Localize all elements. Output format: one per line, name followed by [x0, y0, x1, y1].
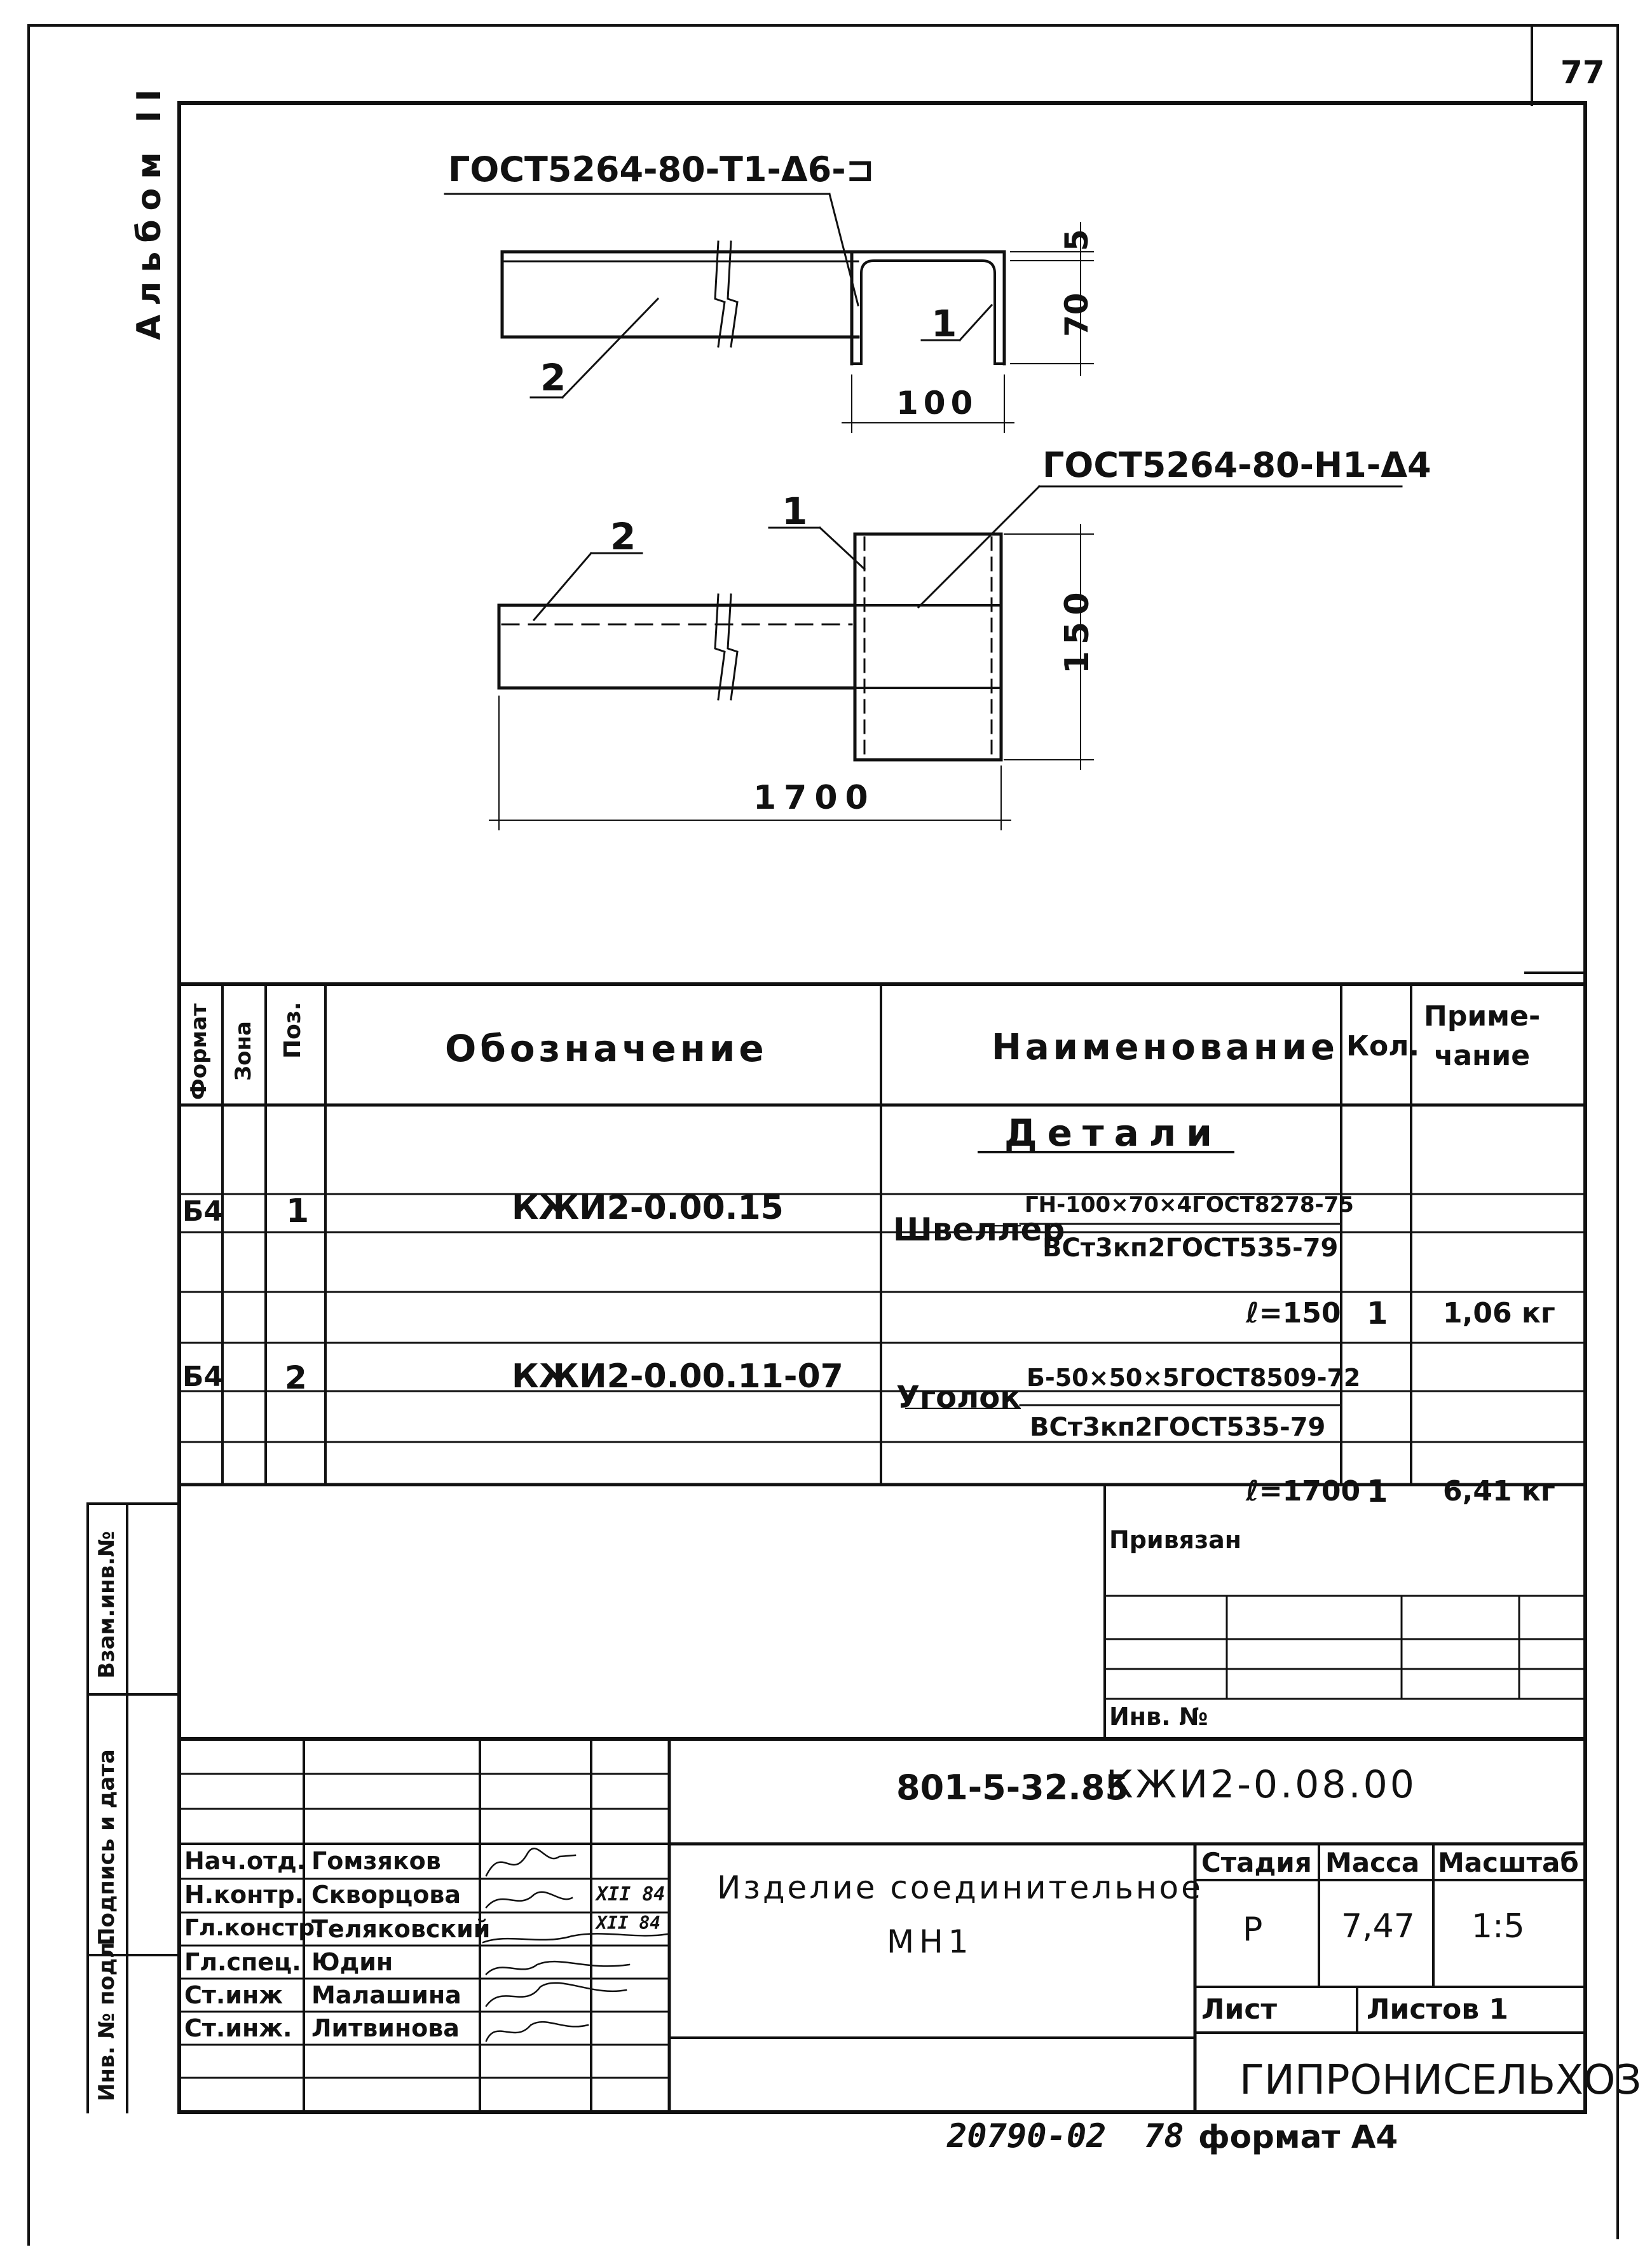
sheet-label: Лист — [1201, 1993, 1277, 2026]
row2-name-bottom: ВСт3кп2ГОСТ535-79 — [1030, 1413, 1326, 1442]
row1-qty: 1 — [1367, 1296, 1388, 1331]
row1-name-bottom: ВСт3кп2ГОСТ535-79 — [1042, 1233, 1339, 1263]
header-note: Приме- чание — [1424, 1000, 1541, 1072]
stage-value: Р — [1243, 1911, 1263, 1949]
signer-name: Литвинова — [311, 2014, 460, 2042]
callout-mid: ГОСТ5264-80-Н1-Δ4 — [1042, 445, 1431, 485]
doc-code-series: 801-5-32.85 — [896, 1768, 1129, 1808]
stage-label: Стадия — [1201, 1847, 1312, 1878]
scale-label: Масштаб — [1438, 1847, 1579, 1878]
signer-role: Гл.спец. — [184, 1948, 301, 1976]
sheets-label: Листов 1 — [1367, 1993, 1508, 2026]
header-format: Формат — [186, 1003, 212, 1100]
row2-pos: 2 — [285, 1359, 307, 1396]
row1-pos: 1 — [286, 1192, 310, 1230]
signer-name: Теляковский — [311, 1915, 491, 1943]
row2-designation: КЖИ2-0.00.11-07 — [512, 1357, 843, 1396]
mass-label: Масса — [1325, 1847, 1420, 1878]
signer-role: Ст.инж. — [184, 2014, 292, 2042]
side-stamp-signature-date: Подпись и дата — [94, 1749, 119, 1946]
pos-1-top-label: 1 — [931, 302, 957, 345]
row2-length: ℓ=1700 — [1246, 1475, 1361, 1507]
row2-qty: 1 — [1367, 1474, 1388, 1509]
row1-name-top: ГН-100×70×4ГОСТ8278-75 — [1025, 1192, 1354, 1218]
doc-code: КЖИ2-0.08.00 — [1106, 1762, 1417, 1807]
header-zone: Зона — [231, 1021, 256, 1081]
organization: ГИПРОНИСЕЛЬХОЗ — [1239, 2057, 1642, 2104]
footer-format: формат А4 — [1198, 2118, 1398, 2155]
row1-note: 1,06 кг — [1443, 1297, 1555, 1329]
signer-name: Малашина — [311, 1981, 461, 2009]
album-label: Альбом II — [130, 80, 168, 340]
signer-role: Н.контр. — [184, 1881, 304, 1909]
page-number: 77 — [1560, 54, 1605, 91]
dim-70: 70 — [1058, 292, 1095, 337]
signer-date: XII 84 — [596, 1883, 666, 1905]
pos-1-front-label: 1 — [782, 490, 808, 533]
signer-role: Ст.инж — [184, 1981, 283, 2009]
pos-2-top-label: 2 — [540, 356, 566, 399]
binding-inv-label: Инв. № — [1109, 1703, 1208, 1731]
signer-name: Гомзяков — [311, 1847, 441, 1875]
header-qty: Кол. — [1346, 1030, 1420, 1062]
dim-100: 100 — [896, 385, 978, 422]
row2-format: Б4 — [182, 1361, 224, 1393]
signer-date: XII 84 — [596, 1912, 661, 1933]
dim-5: 5 — [1058, 229, 1095, 251]
signer-name: Юдин — [311, 1948, 393, 1976]
pos-2-front-label: 2 — [610, 515, 636, 558]
binding-label: Привязан — [1109, 1526, 1242, 1554]
side-stamp-orig-inv: Инв. № подл. — [94, 1933, 119, 2101]
scale-value: 1:5 — [1471, 1907, 1525, 1946]
dim-150: 150 — [1058, 586, 1096, 674]
signer-role: Нач.отд. — [184, 1847, 306, 1875]
header-designation: Обозначение — [445, 1027, 768, 1070]
header-pos: Поз. — [280, 1001, 306, 1059]
header-name: Наименование — [992, 1027, 1339, 1068]
row2-name-prefix: Уголок — [896, 1380, 1021, 1415]
callout-top: ГОСТ5264-80-Т1-Δ6-⊐ — [448, 149, 875, 189]
row1-designation: КЖИ2-0.00.15 — [512, 1189, 784, 1227]
row2-name-top: Б-50×50×5ГОСТ8509-72 — [1027, 1364, 1361, 1392]
dim-1700: 1700 — [753, 779, 876, 817]
signer-role: Гл.констр. — [184, 1915, 324, 1941]
row1-length: ℓ=150 — [1246, 1297, 1341, 1329]
row1-name-prefix: Швеллер — [893, 1211, 1065, 1248]
signer-name: Скворцова — [311, 1881, 461, 1909]
row2-note: 6,41 кг — [1443, 1475, 1555, 1507]
title-line2: МН1 — [887, 1923, 974, 1960]
title-line1: Изделие соединительное — [717, 1869, 1203, 1906]
footer-page: 78 — [1144, 2117, 1184, 2155]
section-title: Детали — [1004, 1111, 1222, 1155]
side-stamp-replace-inv: Взам.инв.№ — [94, 1531, 119, 1679]
row1-format: Б4 — [182, 1195, 224, 1228]
mass-value: 7,47 — [1341, 1907, 1415, 1946]
footer-number: 20790-02 — [947, 2117, 1107, 2155]
